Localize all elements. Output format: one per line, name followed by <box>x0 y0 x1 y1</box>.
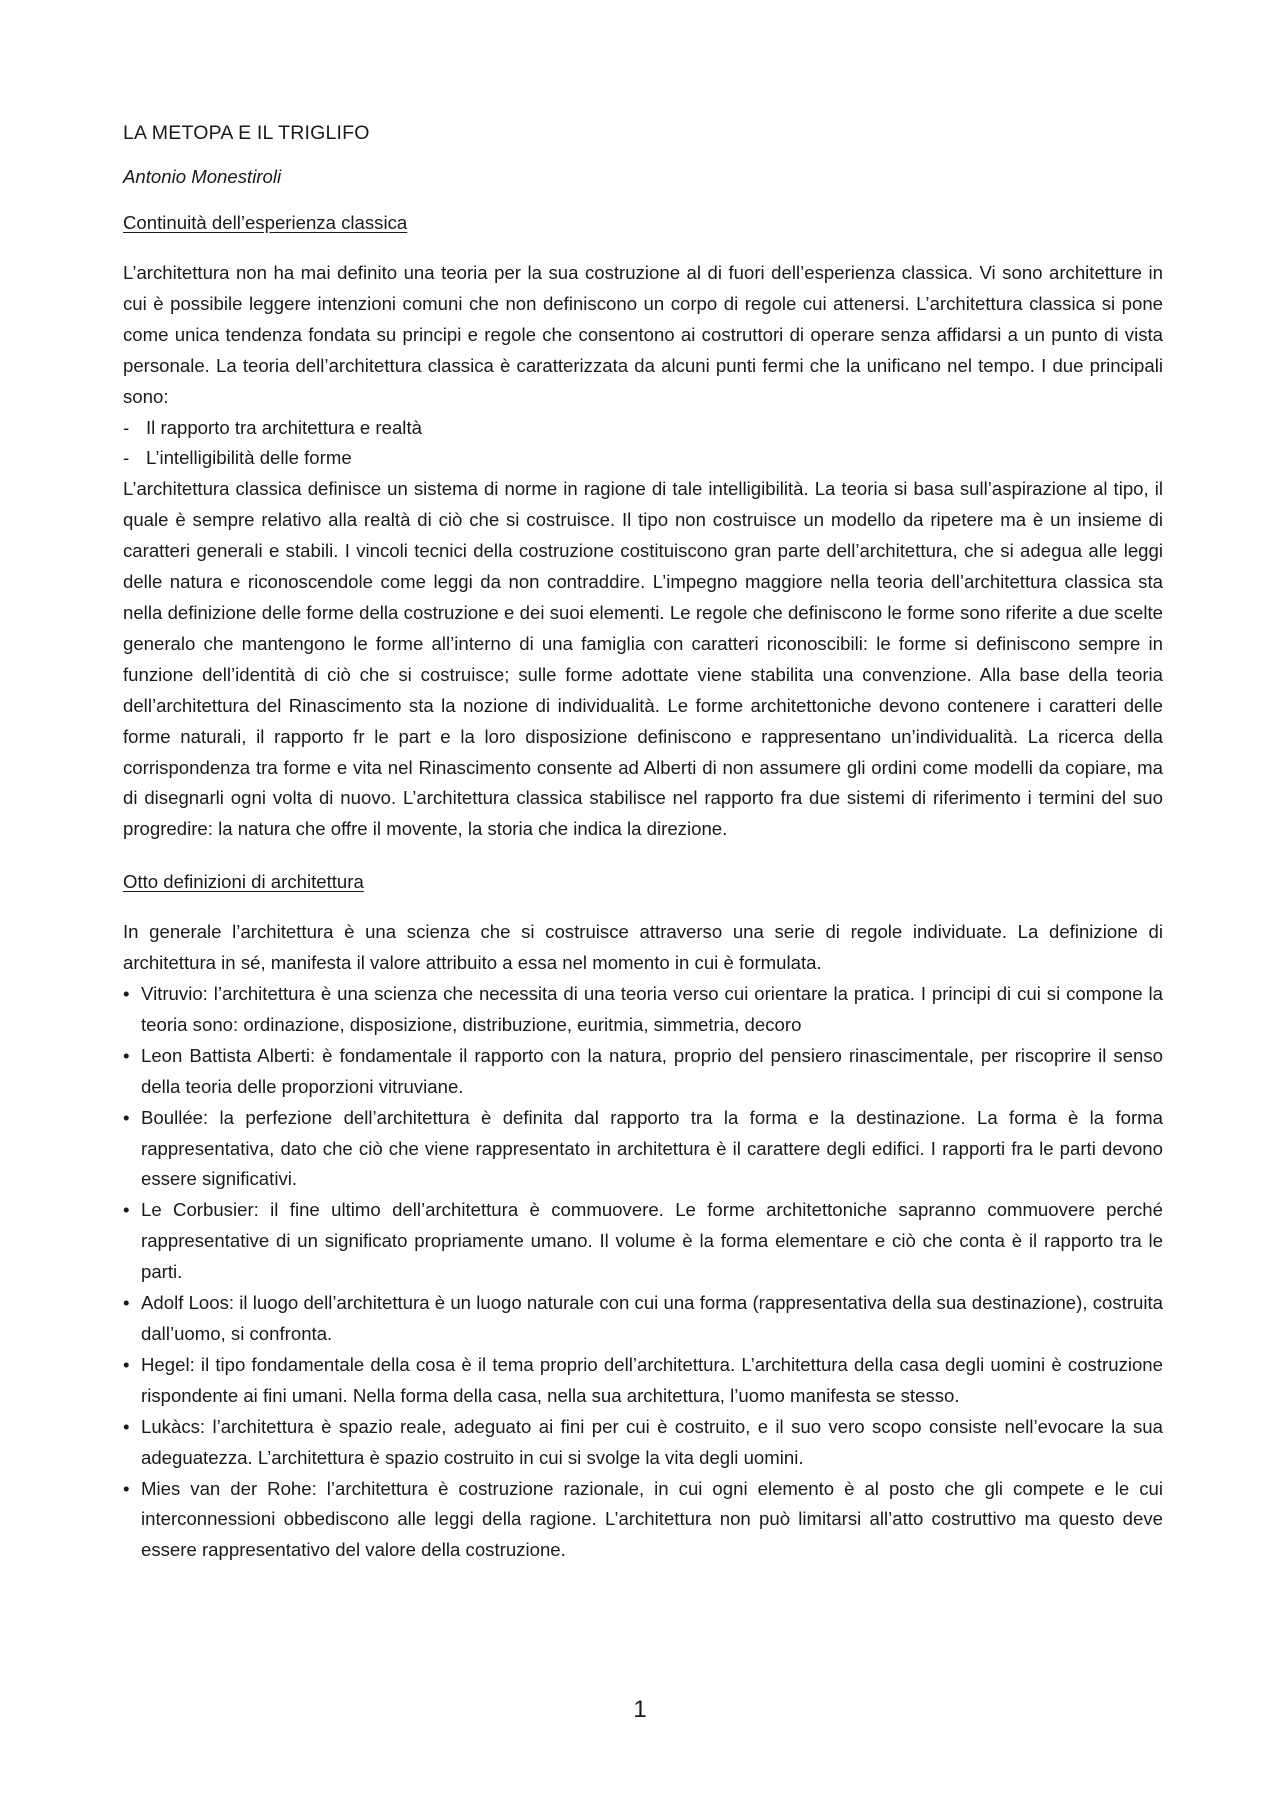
section-spacer <box>123 845 1163 867</box>
list-item <box>123 1350 1163 1412</box>
definition-text: Hegel: il tipo fondamentale della cosa è il tema proprio dell’architettura. L’architettura della casa degli uomini è costruzione rispondente ai fini umani. Nella forma della casa, nella sua architettura, l’uomo manifesta se stesso. <box>141 1353 1163 1406</box>
list-item <box>123 1195 1163 1288</box>
section1-body-paragraph: L’architettura classica definisce un sistema di norme in ragione di tale intelligibilità. La teoria si basa sull’aspirazione al tipo, il quale è sempre relativo alla realtà di ciò che si costruisce. Il tipo non costruisce un modello da ripetere ma è un insieme di caratteri generali e stabili. I vincoli tecnici della costruzione costituiscono gran parte dell’architettura, che si adegua alle leggi delle natura e riconoscendole come leggi da non contraddire. L’impegno maggiore nella teoria dell’architettura classica sta nella definizione delle forme della costruzione e dei suoi elementi. Le regole che definiscono le forme sono riferite a due scelte generalo che mantengono le forme all’interno di una famiglia con caratteri riconoscibili: le forme si definiscono sempre in funzione dell’identità di ciò che si costruisce; sulle forme adottate viene stabilita una convenzione. Alla base della teoria dell’architettura del Rinascimento sta la nozione di individualità. Le forme architettoniche devono contenere i caratteri delle forme naturali, il rapporto fr le part e la loro disposizione definiscono e rappresentano un’individualità. La ricerca della corrispondenza tra forme e vita nel Rinascimento consente ad Alberti di non assumere gli ordini come modelli da copiare, ma di disegnarli ogni volta di nuovo. L’architettura classica stabilisce nel rapporto fra due sistemi di riferimento i termini del suo progredire: la natura che offre il movente, la storia che indica la direzione. <box>123 478 1163 840</box>
bullet-marker: • <box>123 1415 130 1437</box>
list-item <box>123 1288 1163 1350</box>
principles-list <box>123 413 1163 475</box>
list-item <box>123 1412 1163 1474</box>
author-name: Antonio Monestiroli <box>123 166 282 187</box>
page-number: 1 <box>633 1696 647 1723</box>
dash-marker: - <box>123 447 130 469</box>
document-page <box>123 118 1163 1566</box>
list-item <box>123 443 1163 474</box>
section-heading-continuita: Continuità dell’esperienza classica <box>123 212 408 233</box>
list-item <box>123 1474 1163 1567</box>
section1-intro-paragraph: L’architettura non ha mai definito una teoria per la sua costruzione al di fuori dell’esperienza classica. Vi sono architetture in cui è possibile leggere intenzioni comuni che non definiscono un corpo di regole cui attenersi. L’architettura classica si pone come unica tendenza fondata su principi e regole che consentono ai costruttori di operare senza affidarsi a un punto di vista personale. La teoria dell’architettura classica è caratterizzata da alcuni punti fermi che la unificano nel tempo. I due principali sono: <box>123 262 1163 407</box>
bullet-marker: • <box>123 983 130 1005</box>
definition-text: Adolf Loos: il luogo dell’architettura è un luogo naturale con cui una forma (rappresentativa della sua destinazione), costruita dall’uomo, si confronta. <box>141 1292 1163 1344</box>
definition-text: Vitruvio: l’architettura è una scienza che necessita di una teoria verso cui orientare la pratica. I principi di cui si compone la teoria sono: ordinazione, disposizione, distribuzione, euritmia, simmetria, decoro <box>141 983 1163 1035</box>
definition-text: Lukàcs: l’architettura è spazio reale, adeguato ai fini per cui è costruito, e il suo vero scopo consiste nell’evocare la sua adeguatezza. L’architettura è spazio costruito in cui si svolge la vita degli uomini. <box>141 1415 1163 1468</box>
definition-text: Le Corbusier: il fine ultimo dell’architettura è commuovere. Le forme architettoniche sapranno commuovere perché rappresentative di un significato propriamente umano. Il volume è la forma elementare e ciò che conta è il rapporto tra le parti. <box>141 1199 1163 1283</box>
document-title: LA METOPA E IL TRIGLIFO <box>123 122 370 144</box>
bullet-marker: • <box>123 1477 130 1499</box>
list-item <box>123 1103 1163 1196</box>
definitions-list <box>123 979 1163 1566</box>
list-item <box>123 1041 1163 1103</box>
bullet-marker: • <box>123 1199 130 1221</box>
definition-text: Leon Battista Alberti: è fondamentale il rapporto con la natura, proprio del pensiero rinascimentale, per riscoprire il senso della teoria delle proporzioni vitruviane. <box>141 1044 1163 1097</box>
dash-marker: - <box>123 416 130 438</box>
list-item <box>123 413 1163 444</box>
definition-text: Mies van der Rohe: l’architettura è costruzione razionale, in cui ogni elemento è al posto che gli compete e le cui interconnessioni obbediscono alle leggi della ragione. L’architettura non può limitarsi all’atto costruttivo ma questo deve essere rappresentativo del valore della costruzione. <box>141 1477 1163 1561</box>
bullet-marker: • <box>123 1106 130 1128</box>
bullet-marker: • <box>123 1044 130 1066</box>
bullet-marker: • <box>123 1292 130 1314</box>
section-heading-definizioni: Otto definizioni di architettura <box>123 871 364 893</box>
bullet-marker: • <box>123 1353 130 1375</box>
section2-intro-paragraph: In generale l’architettura è una scienza che si costruisce attraverso una serie di regole individuate. La definizione di architettura in sé, manifesta il valore attribuito a essa nel momento in cui è formulata. <box>123 921 1163 974</box>
list-item-text: L’intelligibilità delle forme <box>146 447 352 469</box>
definition-text: Boullée: la perfezione dell’architettura è definita dal rapporto tra la forma e la destinazione. La forma è la forma rappresentativa, dato che ciò che viene rappresentato in architettura è il carattere degli edifici. I rapporti fra le parti devono essere significativi. <box>141 1106 1163 1190</box>
list-item <box>123 979 1163 1041</box>
list-item-text: Il rapporto tra architettura e realtà <box>146 416 422 438</box>
